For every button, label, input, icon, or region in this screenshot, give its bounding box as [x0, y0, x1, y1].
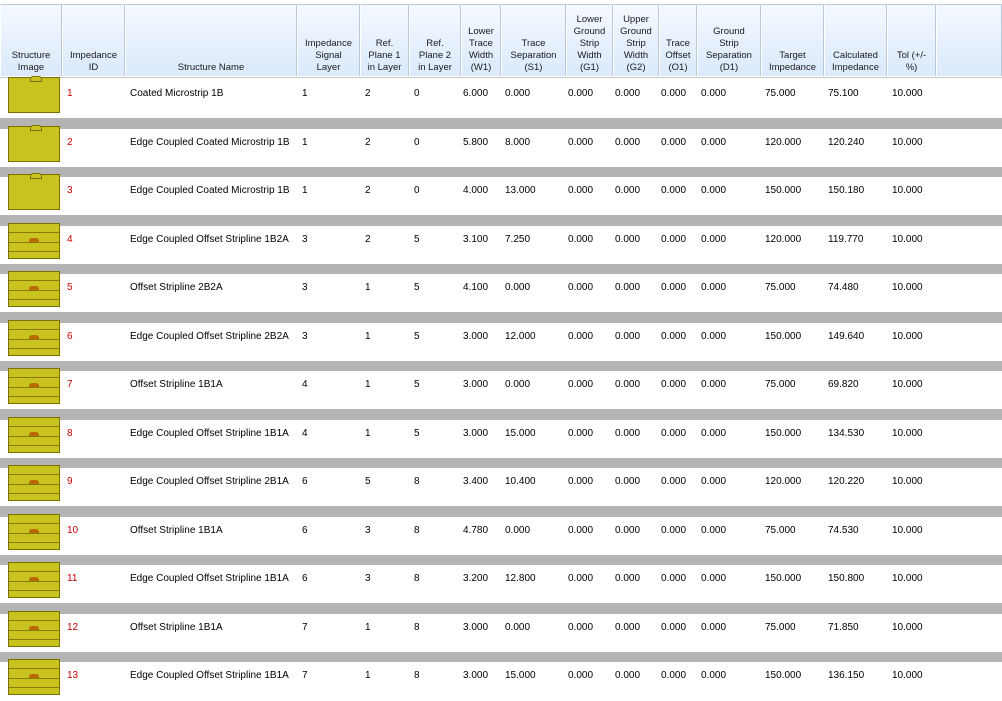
cell-calculated-impedance: 134.530 [828, 428, 865, 439]
cell-ref-plane-2: 0 [414, 137, 420, 148]
cell-ref-plane-1: 2 [365, 234, 371, 245]
cell-target-impedance: 75.000 [765, 282, 796, 293]
header-upper-ground-strip-width[interactable]: Upper Ground Strip Width (G2) [613, 4, 659, 76]
table-row[interactable] [0, 662, 1002, 698]
cell-trace-separation: 15.000 [505, 428, 536, 439]
table-row[interactable] [0, 420, 1002, 456]
cell-calculated-impedance: 120.240 [828, 137, 865, 148]
cell-tolerance: 10.000 [892, 137, 923, 148]
cell-ref-plane-1: 1 [365, 379, 371, 390]
table-row[interactable] [0, 129, 1002, 165]
cell-ground-strip-separation: 0.000 [701, 622, 727, 633]
cell-ref-plane-2: 0 [414, 88, 420, 99]
cell-upper-ground-strip-width: 0.000 [615, 137, 641, 148]
table-row[interactable] [0, 371, 1002, 407]
cell-lower-ground-strip-width: 0.000 [568, 88, 594, 99]
cell-lower-trace-width: 3.000 [463, 622, 489, 633]
cell-target-impedance: 75.000 [765, 88, 796, 99]
cell-upper-ground-strip-width: 0.000 [615, 428, 641, 439]
cell-ref-plane-1: 1 [365, 670, 371, 681]
cell-impedance-id: 4 [67, 234, 73, 245]
cell-ground-strip-separation: 0.000 [701, 573, 727, 584]
cell-tolerance: 10.000 [892, 670, 923, 681]
cell-lower-ground-strip-width: 0.000 [568, 670, 594, 681]
cell-ref-plane-1: 5 [365, 476, 371, 487]
cell-ref-plane-1: 2 [365, 185, 371, 196]
cell-trace-separation: 0.000 [505, 379, 531, 390]
cell-calculated-impedance: 75.100 [828, 88, 859, 99]
cell-trace-offset: 0.000 [661, 670, 687, 681]
cell-lower-trace-width: 3.200 [463, 573, 489, 584]
cell-ground-strip-separation: 0.000 [701, 379, 727, 390]
stripline-structure-icon [8, 417, 60, 453]
cell-upper-ground-strip-width: 0.000 [615, 525, 641, 536]
cell-calculated-impedance: 71.850 [828, 622, 859, 633]
microstrip-structure-icon [8, 174, 60, 210]
stripline-structure-icon [8, 465, 60, 501]
cell-upper-ground-strip-width: 0.000 [615, 670, 641, 681]
cell-trace-separation: 0.000 [505, 525, 531, 536]
cell-signal-layer: 3 [302, 282, 308, 293]
cell-structure-name: Edge Coupled Offset Stripline 2B1A [130, 476, 289, 487]
cell-lower-trace-width: 3.400 [463, 476, 489, 487]
cell-ref-plane-1: 3 [365, 573, 371, 584]
cell-structure-name: Edge Coupled Offset Stripline 1B1A [130, 573, 289, 584]
table-row[interactable] [0, 80, 1002, 116]
cell-trace-offset: 0.000 [661, 525, 687, 536]
cell-ref-plane-2: 8 [414, 525, 420, 536]
cell-impedance-id: 10 [67, 525, 79, 536]
cell-structure-name: Offset Stripline 2B2A [130, 282, 223, 293]
header-filler [936, 4, 1002, 76]
cell-tolerance: 10.000 [892, 525, 923, 536]
cell-target-impedance: 75.000 [765, 525, 796, 536]
microstrip-structure-icon [8, 126, 60, 162]
cell-lower-ground-strip-width: 0.000 [568, 185, 594, 196]
cell-lower-ground-strip-width: 0.000 [568, 476, 594, 487]
cell-lower-ground-strip-width: 0.000 [568, 622, 594, 633]
cell-trace-separation: 12.000 [505, 331, 536, 342]
cell-ground-strip-separation: 0.000 [701, 428, 727, 439]
cell-target-impedance: 150.000 [765, 185, 802, 196]
cell-lower-trace-width: 3.000 [463, 379, 489, 390]
cell-ground-strip-separation: 0.000 [701, 331, 727, 342]
cell-ground-strip-separation: 0.000 [701, 88, 727, 99]
cell-trace-separation: 7.250 [505, 234, 531, 245]
cell-trace-separation: 0.000 [505, 282, 531, 293]
cell-trace-offset: 0.000 [661, 234, 687, 245]
cell-impedance-id: 12 [67, 622, 79, 633]
cell-structure-name: Edge Coupled Offset Stripline 1B2A [130, 234, 289, 245]
cell-lower-ground-strip-width: 0.000 [568, 137, 594, 148]
cell-upper-ground-strip-width: 0.000 [615, 88, 641, 99]
cell-lower-trace-width: 4.780 [463, 525, 489, 536]
header-structure-name[interactable]: Structure Name [125, 4, 297, 76]
cell-calculated-impedance: 74.530 [828, 525, 859, 536]
cell-tolerance: 10.000 [892, 331, 923, 342]
cell-trace-offset: 0.000 [661, 622, 687, 633]
stripline-structure-icon [8, 659, 60, 695]
table-row[interactable] [0, 226, 1002, 262]
cell-ground-strip-separation: 0.000 [701, 234, 727, 245]
header-lower-ground-strip-width[interactable]: Lower Ground Strip Width (G1) [566, 4, 613, 76]
cell-ref-plane-1: 1 [365, 282, 371, 293]
header-impedance-id[interactable]: Impedance ID [62, 4, 125, 76]
cell-upper-ground-strip-width: 0.000 [615, 331, 641, 342]
cell-structure-name: Edge Coupled Offset Stripline 1B1A [130, 670, 289, 681]
cell-signal-layer: 7 [302, 622, 308, 633]
cell-trace-separation: 0.000 [505, 88, 531, 99]
cell-impedance-id: 13 [67, 670, 79, 681]
cell-calculated-impedance: 120.220 [828, 476, 865, 487]
cell-tolerance: 10.000 [892, 282, 923, 293]
cell-structure-name: Edge Coupled Coated Microstrip 1B [130, 185, 290, 196]
cell-impedance-id: 8 [67, 428, 73, 439]
header-trace-offset[interactable]: Trace Offset (O1) [659, 4, 697, 76]
cell-ref-plane-2: 5 [414, 234, 420, 245]
stripline-structure-icon [8, 514, 60, 550]
microstrip-structure-icon [8, 77, 60, 113]
cell-signal-layer: 6 [302, 525, 308, 536]
cell-impedance-id: 11 [67, 573, 78, 584]
stripline-structure-icon [8, 320, 60, 356]
cell-target-impedance: 75.000 [765, 622, 796, 633]
cell-lower-ground-strip-width: 0.000 [568, 573, 594, 584]
cell-lower-trace-width: 6.000 [463, 88, 489, 99]
cell-signal-layer: 1 [302, 88, 308, 99]
cell-calculated-impedance: 69.820 [828, 379, 859, 390]
cell-lower-ground-strip-width: 0.000 [568, 379, 594, 390]
cell-ref-plane-1: 2 [365, 137, 371, 148]
cell-trace-offset: 0.000 [661, 185, 687, 196]
table-row[interactable] [0, 323, 1002, 359]
cell-target-impedance: 75.000 [765, 379, 796, 390]
cell-ref-plane-2: 8 [414, 476, 420, 487]
stripline-structure-icon [8, 611, 60, 647]
cell-ground-strip-separation: 0.000 [701, 525, 727, 536]
cell-trace-offset: 0.000 [661, 331, 687, 342]
header-target-impedance[interactable]: Target Impedance [761, 4, 824, 76]
cell-target-impedance: 150.000 [765, 331, 802, 342]
cell-impedance-id: 1 [67, 88, 73, 99]
cell-signal-layer: 6 [302, 573, 308, 584]
cell-impedance-id: 3 [67, 185, 73, 196]
stripline-structure-icon [8, 562, 60, 598]
cell-signal-layer: 1 [302, 137, 308, 148]
cell-ref-plane-1: 1 [365, 331, 371, 342]
cell-structure-name: Edge Coupled Coated Microstrip 1B [130, 137, 290, 148]
cell-lower-ground-strip-width: 0.000 [568, 282, 594, 293]
cell-ground-strip-separation: 0.000 [701, 137, 727, 148]
cell-upper-ground-strip-width: 0.000 [615, 622, 641, 633]
table-row[interactable] [0, 614, 1002, 650]
cell-trace-separation: 8.000 [505, 137, 531, 148]
cell-calculated-impedance: 149.640 [828, 331, 865, 342]
header-structure-image[interactable]: Structure Image [0, 4, 62, 76]
cell-signal-layer: 3 [302, 331, 308, 342]
cell-ref-plane-1: 2 [365, 88, 371, 99]
cell-signal-layer: 6 [302, 476, 308, 487]
table-row[interactable] [0, 565, 1002, 601]
stripline-structure-icon [8, 223, 60, 259]
header-ref-plane-2[interactable]: Ref. Plane 2 in Layer [409, 4, 461, 76]
cell-upper-ground-strip-width: 0.000 [615, 379, 641, 390]
cell-impedance-id: 9 [67, 476, 73, 487]
cell-upper-ground-strip-width: 0.000 [615, 476, 641, 487]
table-row[interactable] [0, 468, 1002, 504]
header-tolerance[interactable]: Tol (+/- %) [887, 4, 936, 76]
table-row[interactable] [0, 274, 1002, 310]
cell-ref-plane-2: 5 [414, 331, 420, 342]
cell-ref-plane-2: 8 [414, 622, 420, 633]
cell-trace-separation: 15.000 [505, 670, 536, 681]
column-header-row [0, 0, 1002, 78]
cell-lower-ground-strip-width: 0.000 [568, 525, 594, 536]
cell-trace-separation: 13.000 [505, 185, 536, 196]
cell-tolerance: 10.000 [892, 234, 923, 245]
cell-structure-name: Offset Stripline 1B1A [130, 525, 223, 536]
cell-signal-layer: 4 [302, 379, 308, 390]
cell-tolerance: 10.000 [892, 573, 923, 584]
table-row[interactable] [0, 517, 1002, 553]
stripline-structure-icon [8, 271, 60, 307]
cell-trace-offset: 0.000 [661, 137, 687, 148]
cell-lower-ground-strip-width: 0.000 [568, 428, 594, 439]
stripline-structure-icon [8, 368, 60, 404]
cell-tolerance: 10.000 [892, 379, 923, 390]
cell-trace-offset: 0.000 [661, 573, 687, 584]
cell-tolerance: 10.000 [892, 476, 923, 487]
header-calculated-impedance[interactable]: Calculated Impedance [824, 4, 887, 76]
cell-lower-ground-strip-width: 0.000 [568, 331, 594, 342]
cell-ref-plane-1: 1 [365, 428, 371, 439]
cell-ref-plane-2: 5 [414, 379, 420, 390]
cell-target-impedance: 120.000 [765, 476, 802, 487]
header-lower-trace-width[interactable]: Lower Trace Width (W1) [461, 4, 501, 76]
cell-ref-plane-2: 0 [414, 185, 420, 196]
cell-lower-trace-width: 4.000 [463, 185, 489, 196]
cell-signal-layer: 3 [302, 234, 308, 245]
cell-ref-plane-1: 1 [365, 622, 371, 633]
header-ground-strip-separation[interactable]: Ground Strip Separation (D1) [697, 4, 761, 76]
cell-ground-strip-separation: 0.000 [701, 670, 727, 681]
cell-target-impedance: 120.000 [765, 234, 802, 245]
cell-target-impedance: 150.000 [765, 428, 802, 439]
cell-ground-strip-separation: 0.000 [701, 476, 727, 487]
cell-lower-trace-width: 3.100 [463, 234, 489, 245]
cell-target-impedance: 120.000 [765, 137, 802, 148]
cell-target-impedance: 150.000 [765, 573, 802, 584]
cell-calculated-impedance: 150.800 [828, 573, 865, 584]
cell-upper-ground-strip-width: 0.000 [615, 185, 641, 196]
cell-trace-offset: 0.000 [661, 88, 687, 99]
cell-ref-plane-1: 3 [365, 525, 371, 536]
cell-lower-trace-width: 3.000 [463, 428, 489, 439]
cell-trace-offset: 0.000 [661, 282, 687, 293]
cell-structure-name: Offset Stripline 1B1A [130, 379, 223, 390]
header-trace-separation[interactable]: Trace Separation (S1) [501, 4, 566, 76]
cell-ground-strip-separation: 0.000 [701, 282, 727, 293]
cell-lower-trace-width: 3.000 [463, 670, 489, 681]
cell-trace-separation: 12.800 [505, 573, 536, 584]
cell-tolerance: 10.000 [892, 88, 923, 99]
cell-trace-offset: 0.000 [661, 476, 687, 487]
cell-lower-trace-width: 3.000 [463, 331, 489, 342]
cell-calculated-impedance: 136.150 [828, 670, 865, 681]
cell-tolerance: 10.000 [892, 622, 923, 633]
cell-upper-ground-strip-width: 0.000 [615, 234, 641, 245]
cell-tolerance: 10.000 [892, 428, 923, 439]
table-row[interactable] [0, 177, 1002, 213]
header-signal-layer[interactable]: Impedance Signal Layer [297, 4, 360, 76]
cell-ref-plane-2: 5 [414, 282, 420, 293]
cell-target-impedance: 150.000 [765, 670, 802, 681]
cell-impedance-id: 7 [67, 379, 73, 390]
cell-structure-name: Edge Coupled Offset Stripline 2B2A [130, 331, 289, 342]
cell-signal-layer: 1 [302, 185, 308, 196]
cell-calculated-impedance: 150.180 [828, 185, 865, 196]
cell-impedance-id: 5 [67, 282, 73, 293]
cell-trace-separation: 10.400 [505, 476, 536, 487]
cell-impedance-id: 6 [67, 331, 73, 342]
cell-trace-offset: 0.000 [661, 428, 687, 439]
cell-trace-separation: 0.000 [505, 622, 531, 633]
cell-impedance-id: 2 [67, 137, 73, 148]
cell-lower-trace-width: 5.800 [463, 137, 489, 148]
cell-calculated-impedance: 119.770 [828, 234, 864, 245]
cell-tolerance: 10.000 [892, 185, 923, 196]
header-ref-plane-1[interactable]: Ref. Plane 1 in Layer [360, 4, 409, 76]
cell-lower-trace-width: 4.100 [463, 282, 489, 293]
cell-calculated-impedance: 74.480 [828, 282, 859, 293]
cell-signal-layer: 7 [302, 670, 308, 681]
cell-ref-plane-2: 8 [414, 670, 420, 681]
cell-signal-layer: 4 [302, 428, 308, 439]
cell-upper-ground-strip-width: 0.000 [615, 282, 641, 293]
cell-ref-plane-2: 8 [414, 573, 420, 584]
cell-trace-offset: 0.000 [661, 379, 687, 390]
cell-upper-ground-strip-width: 0.000 [615, 573, 641, 584]
cell-ref-plane-2: 5 [414, 428, 420, 439]
cell-structure-name: Edge Coupled Offset Stripline 1B1A [130, 428, 289, 439]
cell-ground-strip-separation: 0.000 [701, 185, 727, 196]
cell-structure-name: Offset Stripline 1B1A [130, 622, 223, 633]
cell-structure-name: Coated Microstrip 1B [130, 88, 224, 99]
cell-lower-ground-strip-width: 0.000 [568, 234, 594, 245]
